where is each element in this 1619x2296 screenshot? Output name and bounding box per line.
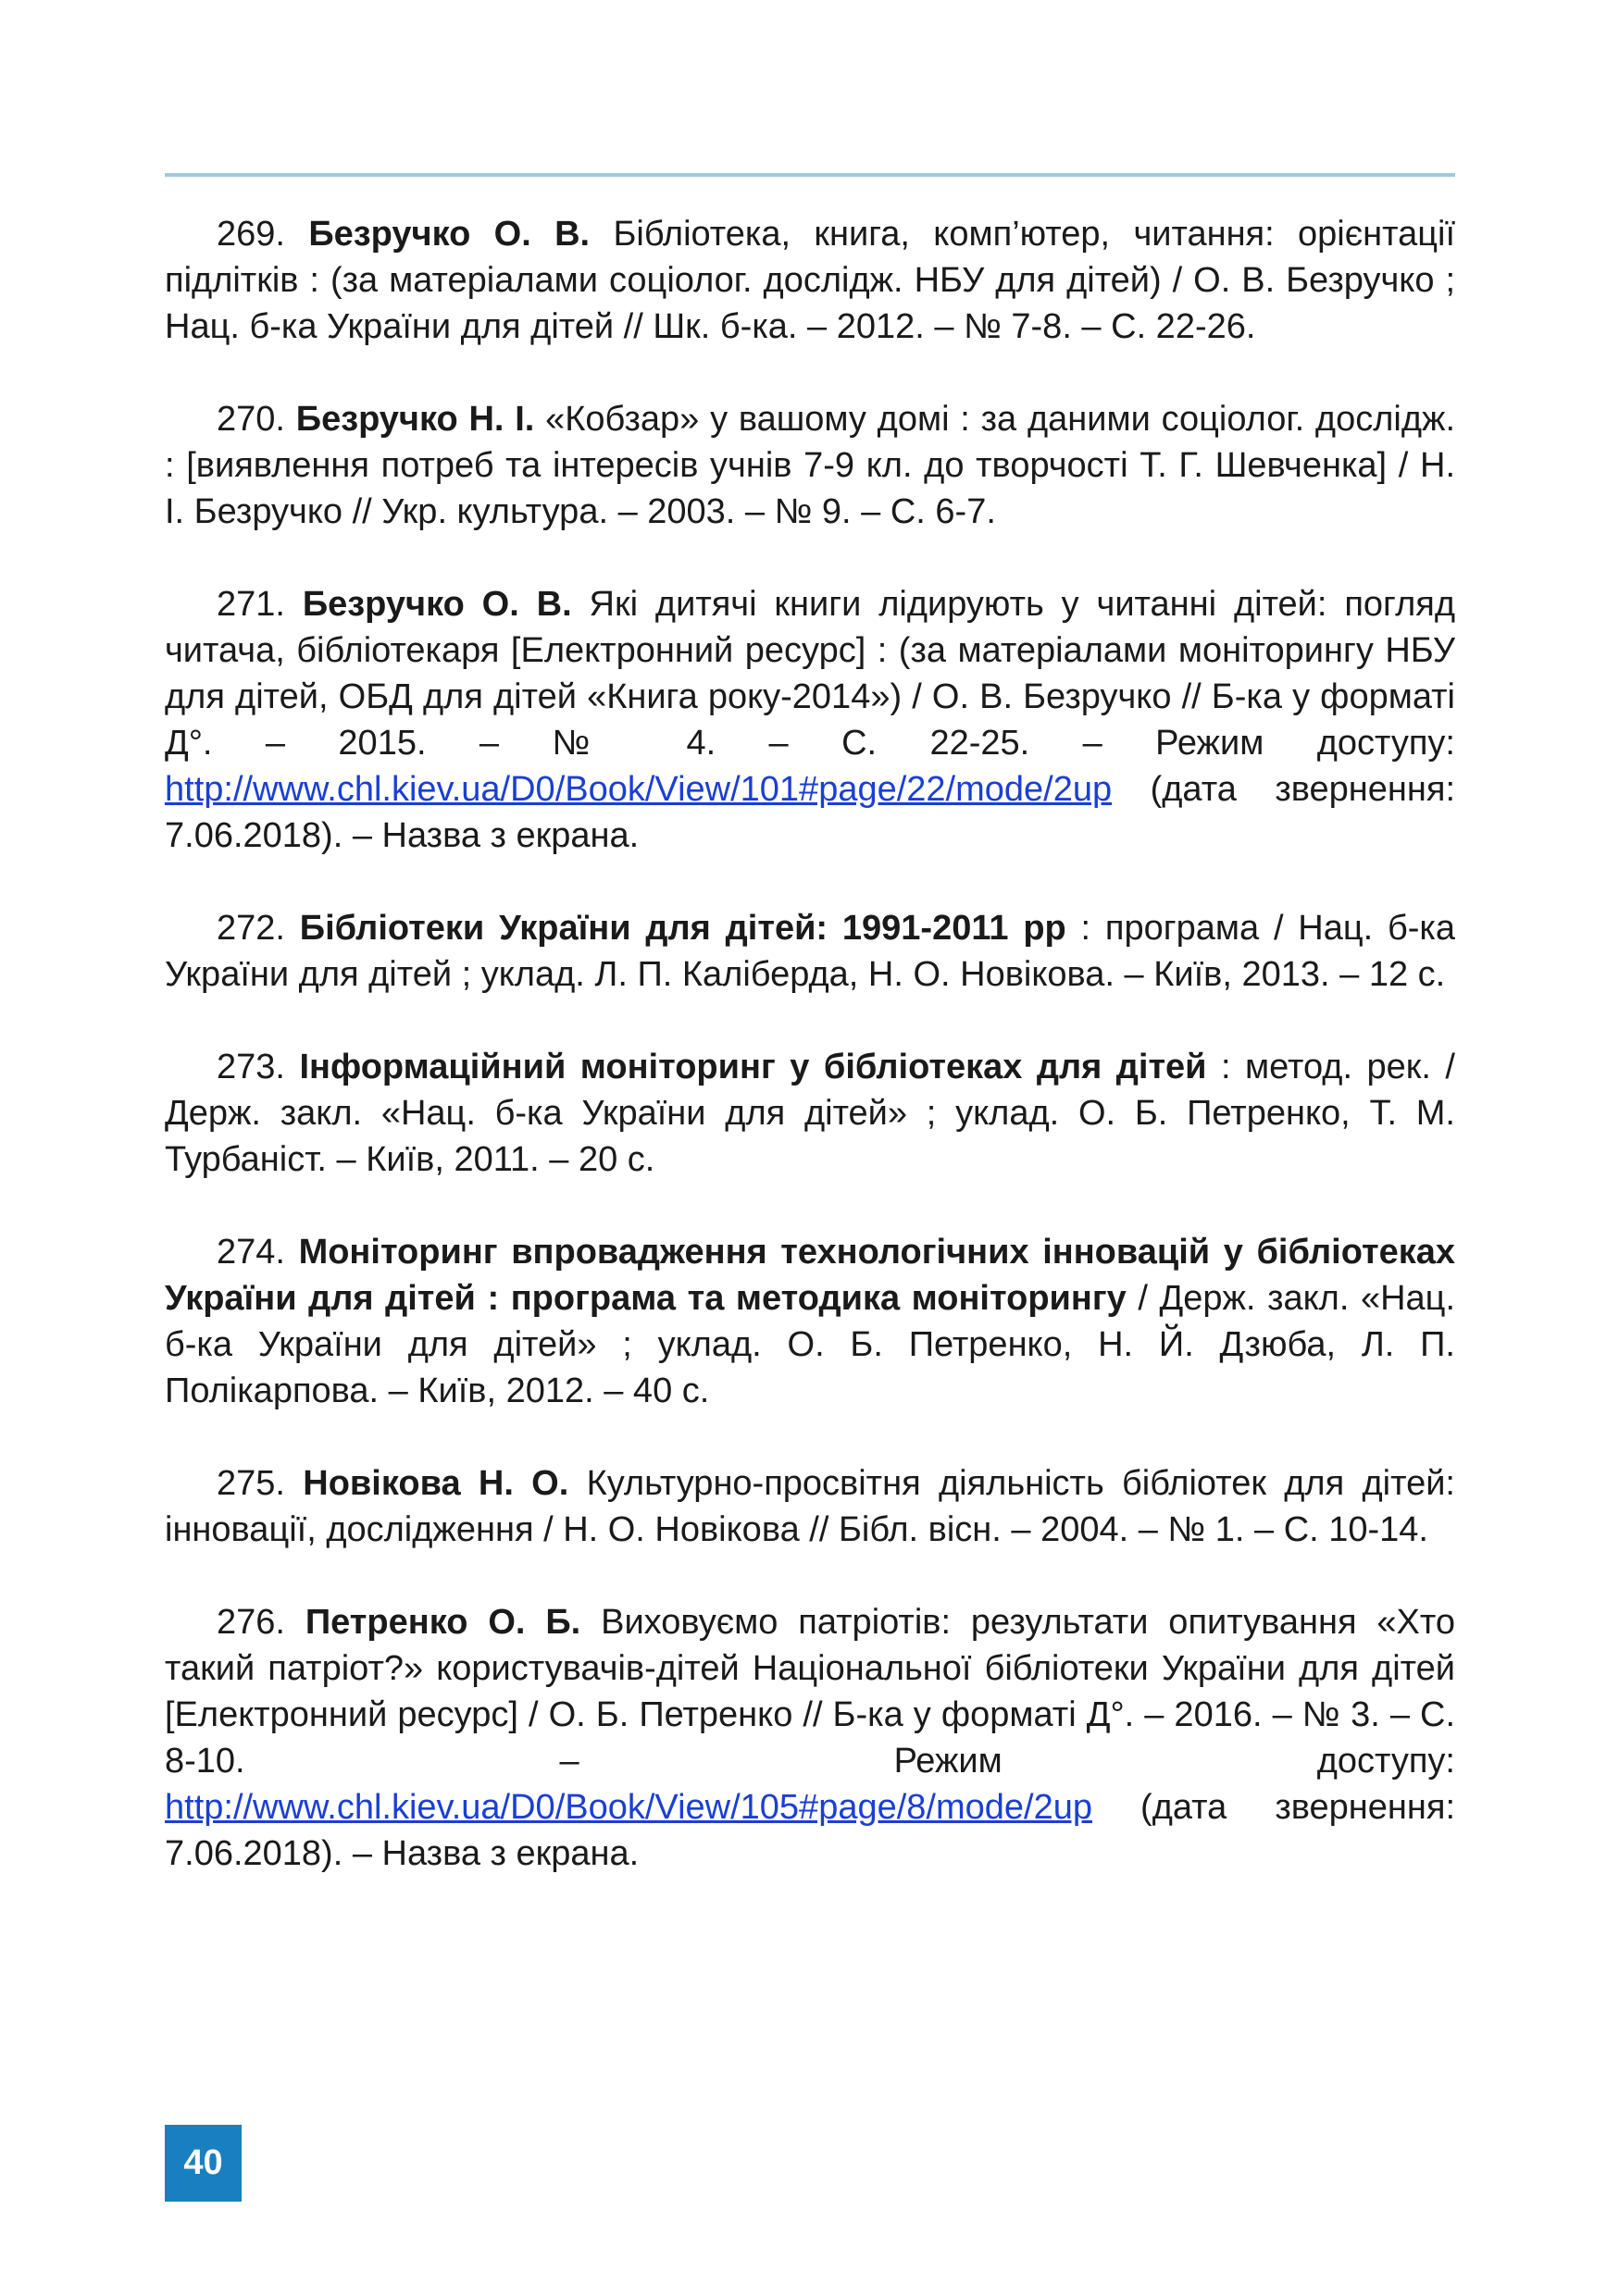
entry-text: Бібліотека, книга, комп’ютер, читання: орієнтації підлітків : (за матеріалами соціолог. дослідж. НБУ для дітей) / О. В. Безручко ; Нац. б-ка України для дітей // Шк. б-ка. – 2012. – № 7-8. – С. 22-26. bbox=[165, 215, 1456, 346]
entry-author: Новікова Н. О. bbox=[303, 1464, 569, 1503]
entry-title: Інформаційний моніторинг у бібліотеках для дітей bbox=[299, 1048, 1207, 1086]
bibliography-entry-270 bbox=[165, 396, 1455, 535]
entry-number: 274. bbox=[217, 1233, 285, 1272]
entry-number: 272. bbox=[217, 909, 285, 948]
entry-text: : програма / Нац. б-ка України для дітей ; уклад. Л. П. Каліберда, Н. О. Новікова. – Київ, 2013. – 12 с. bbox=[165, 909, 1456, 994]
entry-link[interactable]: http://www.chl.kiev.ua/D0/Book/View/105#page/8/mode/2up bbox=[165, 1788, 1092, 1827]
bibliography-list bbox=[165, 211, 1455, 1923]
entry-text: Культурно-просвітня діяльність бібліотек для дітей: інновації, дослідження / Н. О. Новікова // Бібл. вісн. – 2004. – № 1. – С. 10-14. bbox=[165, 1464, 1455, 1549]
entry-text: : метод. рек. / Держ. закл. «Нац. б-ка України для дітей» ; уклад. О. Б. Петренко, Т. М. Турбаніст. – Київ, 2011. – 20 с. bbox=[165, 1048, 1455, 1179]
entry-number: 276. bbox=[217, 1603, 285, 1642]
entry-number: 270. bbox=[217, 400, 285, 439]
bibliography-entry-271 bbox=[165, 581, 1455, 859]
entry-author: Петренко О. Б. bbox=[305, 1603, 581, 1642]
bibliography-entry-274 bbox=[165, 1229, 1455, 1414]
bibliography-entry-272 bbox=[165, 905, 1455, 998]
entry-title: Бібліотеки України для дітей: 1991-2011 рр bbox=[299, 909, 1066, 948]
bibliography-entry-269 bbox=[165, 211, 1455, 350]
entry-author: Безручко О. В. bbox=[302, 585, 572, 624]
entry-text: Виховуємо патріотів: результати опитування «Хто такий патріот?» користувачів-дітей Національної бібліотеки України для дітей [Електронний ресурс] / О. Б. Петренко // Б-ка у форматі Д°. – 2016. – № 3. – С. 8-10. – Режим доступу: bbox=[165, 1603, 1455, 1781]
page-number-badge: 40 bbox=[165, 2125, 242, 2202]
bibliography-entry-276 bbox=[165, 1599, 1455, 1877]
bibliography-entry-275 bbox=[165, 1460, 1455, 1553]
header-rule bbox=[165, 173, 1455, 177]
entry-text-after: (дата звернення: 7.06.2018). – Назва з екрана. bbox=[165, 770, 1455, 855]
entry-number: 273. bbox=[217, 1048, 285, 1086]
entry-text: Які дитячі книги лідирують у читанні дітей: погляд читача, бібліотекаря [Електронний ресурс] : (за матеріалами моніторингу НБУ для дітей, ОБД для дітей «Книга року-2014») / О. В. Безручко // Б-ка у форматі Д°. – 2015. – № 4. – С. 22-25. – Режим доступу: bbox=[165, 585, 1455, 763]
entry-author: Безручко О. В. bbox=[308, 215, 591, 254]
entry-number: 271. bbox=[217, 585, 285, 624]
entry-text-after: (дата звернення: 7.06.2018). – Назва з екрана. bbox=[165, 1788, 1455, 1873]
bibliography-entry-273 bbox=[165, 1044, 1455, 1183]
entry-text: «Кобзар» у вашому домі : за даними соціолог. дослідж. : [виявлення потреб та інтересів учнів 7-9 кл. до творчості Т. Г. Шевченка] / Н. І. Безручко // Укр. культура. – 2003. – № 9. – С. 6-7. bbox=[165, 400, 1456, 531]
entry-title: Моніторинг впровадження технологічних інновацій у бібліотеках України для дітей : програма та методика моніторингу bbox=[165, 1233, 1455, 1318]
entry-text: / Держ. закл. «Нац. б-ка України для дітей» ; уклад. О. Б. Петренко, Н. Й. Дзюба, Л. П. Полікарпова. – Київ, 2012. – 40 с. bbox=[165, 1279, 1456, 1410]
entry-number: 275. bbox=[217, 1464, 285, 1503]
entry-link[interactable]: http://www.chl.kiev.ua/D0/Book/View/101#page/22/mode/2up bbox=[165, 770, 1113, 809]
entry-number: 269. bbox=[217, 215, 285, 254]
entry-author: Безручко Н. І. bbox=[295, 400, 535, 439]
